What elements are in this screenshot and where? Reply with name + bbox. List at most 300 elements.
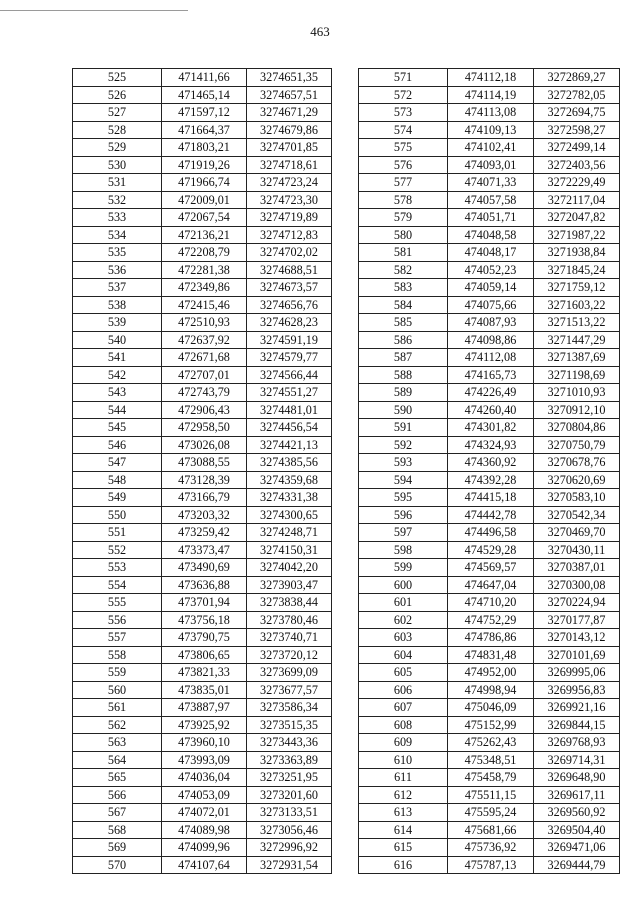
x-coordinate-cell: 472067,54 (162, 209, 247, 227)
point-number-cell: 613 (359, 804, 448, 822)
x-coordinate-cell: 472637,92 (162, 331, 247, 349)
table-row (73, 734, 332, 752)
point-number-cell: 594 (359, 471, 448, 489)
table-row (73, 419, 332, 437)
x-coordinate-cell: 472671,68 (162, 349, 247, 367)
y-coordinate-cell: 3270177,87 (534, 611, 620, 629)
table-row (359, 734, 620, 752)
table-row (359, 174, 620, 192)
table-row (73, 121, 332, 139)
x-coordinate-cell: 475152,99 (448, 716, 534, 734)
x-coordinate-cell: 474831,48 (448, 646, 534, 664)
table-row (73, 331, 332, 349)
point-number-cell: 610 (359, 751, 448, 769)
table-row (73, 804, 332, 822)
point-number-cell: 527 (73, 104, 162, 122)
point-number-cell: 579 (359, 209, 448, 227)
point-number-cell: 536 (73, 261, 162, 279)
y-coordinate-cell: 3274718,61 (247, 156, 332, 174)
x-coordinate-cell: 474052,23 (448, 261, 534, 279)
y-coordinate-cell: 3273363,89 (247, 751, 332, 769)
y-coordinate-cell: 3274150,31 (247, 541, 332, 559)
table-row (73, 349, 332, 367)
point-number-cell: 599 (359, 559, 448, 577)
point-number-cell: 531 (73, 174, 162, 192)
y-coordinate-cell: 3274719,89 (247, 209, 332, 227)
point-number-cell: 580 (359, 226, 448, 244)
x-coordinate-cell: 474324,93 (448, 436, 534, 454)
x-coordinate-cell: 474098,86 (448, 331, 534, 349)
x-coordinate-cell: 475458,79 (448, 769, 534, 787)
x-coordinate-cell: 473203,32 (162, 506, 247, 524)
point-number-cell: 603 (359, 629, 448, 647)
table-row (359, 489, 620, 507)
point-number-cell: 586 (359, 331, 448, 349)
y-coordinate-cell: 3269617,11 (534, 786, 620, 804)
table-row (73, 856, 332, 874)
table-row (359, 349, 620, 367)
y-coordinate-cell: 3270143,12 (534, 629, 620, 647)
table-row (73, 86, 332, 104)
x-coordinate-cell: 473806,65 (162, 646, 247, 664)
point-number-cell: 612 (359, 786, 448, 804)
point-number-cell: 609 (359, 734, 448, 752)
x-coordinate-cell: 474226,49 (448, 384, 534, 402)
table-row (359, 769, 620, 787)
point-number-cell: 560 (73, 681, 162, 699)
table-row (359, 751, 620, 769)
y-coordinate-cell: 3274651,35 (247, 69, 332, 87)
y-coordinate-cell: 3269560,92 (534, 804, 620, 822)
point-number-cell: 595 (359, 489, 448, 507)
y-coordinate-cell: 3274331,38 (247, 489, 332, 507)
y-coordinate-cell: 3272229,49 (534, 174, 620, 192)
point-number-cell: 541 (73, 349, 162, 367)
x-coordinate-cell: 474360,92 (448, 454, 534, 472)
page-number: 463 (310, 24, 330, 39)
y-coordinate-cell: 3273443,36 (247, 734, 332, 752)
y-coordinate-cell: 3269444,79 (534, 856, 620, 874)
point-number-cell: 592 (359, 436, 448, 454)
point-number-cell: 549 (73, 489, 162, 507)
header-rule (0, 10, 188, 11)
point-number-cell: 605 (359, 664, 448, 682)
y-coordinate-cell: 3273251,95 (247, 769, 332, 787)
x-coordinate-cell: 473756,18 (162, 611, 247, 629)
table-row (359, 681, 620, 699)
table-row (359, 821, 620, 839)
x-coordinate-cell: 474647,04 (448, 576, 534, 594)
table-row (73, 384, 332, 402)
table-row (73, 751, 332, 769)
x-coordinate-cell: 475787,13 (448, 856, 534, 874)
table-row (73, 366, 332, 384)
point-number-cell: 597 (359, 524, 448, 542)
point-number-cell: 528 (73, 121, 162, 139)
point-number-cell: 550 (73, 506, 162, 524)
point-number-cell: 582 (359, 261, 448, 279)
point-number-cell: 585 (359, 314, 448, 332)
table-row (73, 769, 332, 787)
x-coordinate-cell: 474051,71 (448, 209, 534, 227)
x-coordinate-cell: 475595,24 (448, 804, 534, 822)
y-coordinate-cell: 3274723,24 (247, 174, 332, 192)
table-row (359, 629, 620, 647)
point-number-cell: 566 (73, 786, 162, 804)
table-row (359, 559, 620, 577)
x-coordinate-cell: 472906,43 (162, 401, 247, 419)
table-row (73, 664, 332, 682)
y-coordinate-cell: 3270469,70 (534, 524, 620, 542)
point-number-cell: 526 (73, 86, 162, 104)
point-number-cell: 552 (73, 541, 162, 559)
table-row (73, 786, 332, 804)
x-coordinate-cell: 472510,93 (162, 314, 247, 332)
table-row (73, 629, 332, 647)
x-coordinate-cell: 472743,79 (162, 384, 247, 402)
x-coordinate-cell: 474112,18 (448, 69, 534, 87)
table-row (359, 209, 620, 227)
x-coordinate-cell: 471465,14 (162, 86, 247, 104)
table-row (359, 296, 620, 314)
table-row (359, 139, 620, 157)
table-row (359, 419, 620, 437)
x-coordinate-cell: 474059,14 (448, 279, 534, 297)
point-number-cell: 525 (73, 69, 162, 87)
y-coordinate-cell: 3270300,08 (534, 576, 620, 594)
x-coordinate-cell: 474087,93 (448, 314, 534, 332)
table-row (359, 86, 620, 104)
y-coordinate-cell: 3270678,76 (534, 454, 620, 472)
table-row (73, 296, 332, 314)
y-coordinate-cell: 3269956,83 (534, 681, 620, 699)
y-coordinate-cell: 3274359,68 (247, 471, 332, 489)
x-coordinate-cell: 472415,46 (162, 296, 247, 314)
y-coordinate-cell: 3269995,06 (534, 664, 620, 682)
point-number-cell: 543 (73, 384, 162, 402)
y-coordinate-cell: 3274701,85 (247, 139, 332, 157)
x-coordinate-cell: 472707,01 (162, 366, 247, 384)
table-row (359, 436, 620, 454)
x-coordinate-cell: 475262,43 (448, 734, 534, 752)
table-row (359, 156, 620, 174)
y-coordinate-cell: 3274723,30 (247, 191, 332, 209)
point-number-cell: 539 (73, 314, 162, 332)
table-row (359, 471, 620, 489)
y-coordinate-cell: 3270804,86 (534, 419, 620, 437)
table-row (359, 804, 620, 822)
x-coordinate-cell: 474952,00 (448, 664, 534, 682)
y-coordinate-cell: 3272931,54 (247, 856, 332, 874)
table-row (73, 821, 332, 839)
table-row (359, 856, 620, 874)
point-number-cell: 577 (359, 174, 448, 192)
y-coordinate-cell: 3271938,84 (534, 244, 620, 262)
point-number-cell: 590 (359, 401, 448, 419)
x-coordinate-cell: 474752,29 (448, 611, 534, 629)
y-coordinate-cell: 3273515,35 (247, 716, 332, 734)
x-coordinate-cell: 473026,08 (162, 436, 247, 454)
y-coordinate-cell: 3273903,47 (247, 576, 332, 594)
table-row (73, 244, 332, 262)
x-coordinate-cell: 473636,88 (162, 576, 247, 594)
point-number-cell: 615 (359, 839, 448, 857)
point-number-cell: 574 (359, 121, 448, 139)
x-coordinate-cell: 474442,78 (448, 506, 534, 524)
x-coordinate-cell: 473166,79 (162, 489, 247, 507)
x-coordinate-cell: 472349,86 (162, 279, 247, 297)
point-number-cell: 600 (359, 576, 448, 594)
x-coordinate-cell: 474048,17 (448, 244, 534, 262)
point-number-cell: 538 (73, 296, 162, 314)
x-coordinate-cell: 472281,38 (162, 261, 247, 279)
x-coordinate-cell: 474053,09 (162, 786, 247, 804)
table-row (73, 681, 332, 699)
point-number-cell: 578 (359, 191, 448, 209)
y-coordinate-cell: 3274712,83 (247, 226, 332, 244)
table-row (73, 401, 332, 419)
point-number-cell: 593 (359, 454, 448, 472)
table-row (73, 699, 332, 717)
point-number-cell: 542 (73, 366, 162, 384)
y-coordinate-cell: 3271759,12 (534, 279, 620, 297)
y-coordinate-cell: 3271447,29 (534, 331, 620, 349)
point-number-cell: 554 (73, 576, 162, 594)
y-coordinate-cell: 3273780,46 (247, 611, 332, 629)
y-coordinate-cell: 3269648,90 (534, 769, 620, 787)
x-coordinate-cell: 474165,73 (448, 366, 534, 384)
table-row (359, 279, 620, 297)
x-coordinate-cell: 474093,01 (448, 156, 534, 174)
y-coordinate-cell: 3271198,69 (534, 366, 620, 384)
x-coordinate-cell: 471664,37 (162, 121, 247, 139)
table-row (359, 646, 620, 664)
table-row (359, 454, 620, 472)
table-row (73, 646, 332, 664)
point-number-cell: 570 (73, 856, 162, 874)
x-coordinate-cell: 474112,08 (448, 349, 534, 367)
x-coordinate-cell: 474114,19 (448, 86, 534, 104)
point-number-cell: 584 (359, 296, 448, 314)
point-number-cell: 604 (359, 646, 448, 664)
table-row (73, 279, 332, 297)
x-coordinate-cell: 474109,13 (448, 121, 534, 139)
x-coordinate-cell: 474786,86 (448, 629, 534, 647)
x-coordinate-cell: 474529,28 (448, 541, 534, 559)
x-coordinate-cell: 474099,96 (162, 839, 247, 857)
table-row (73, 506, 332, 524)
table-row (73, 454, 332, 472)
y-coordinate-cell: 3274248,71 (247, 524, 332, 542)
x-coordinate-cell: 474072,01 (162, 804, 247, 822)
x-coordinate-cell: 472958,50 (162, 419, 247, 437)
table-row (359, 576, 620, 594)
table-row (73, 191, 332, 209)
point-number-cell: 551 (73, 524, 162, 542)
point-number-cell: 596 (359, 506, 448, 524)
y-coordinate-cell: 3271010,93 (534, 384, 620, 402)
table-row (73, 839, 332, 857)
table-row (359, 261, 620, 279)
point-number-cell: 555 (73, 594, 162, 612)
y-coordinate-cell: 3271387,69 (534, 349, 620, 367)
y-coordinate-cell: 3272598,27 (534, 121, 620, 139)
x-coordinate-cell: 475681,66 (448, 821, 534, 839)
x-coordinate-cell: 475348,51 (448, 751, 534, 769)
table-row (73, 559, 332, 577)
y-coordinate-cell: 3274551,27 (247, 384, 332, 402)
point-number-cell: 535 (73, 244, 162, 262)
point-number-cell: 562 (73, 716, 162, 734)
point-number-cell: 546 (73, 436, 162, 454)
point-number-cell: 581 (359, 244, 448, 262)
y-coordinate-cell: 3272782,05 (534, 86, 620, 104)
point-number-cell: 591 (359, 419, 448, 437)
y-coordinate-cell: 3273699,09 (247, 664, 332, 682)
x-coordinate-cell: 474260,40 (448, 401, 534, 419)
table-row (359, 244, 620, 262)
y-coordinate-cell: 3270620,69 (534, 471, 620, 489)
y-coordinate-cell: 3270101,69 (534, 646, 620, 664)
table-row (359, 401, 620, 419)
point-number-cell: 608 (359, 716, 448, 734)
x-coordinate-cell: 473790,75 (162, 629, 247, 647)
point-number-cell: 553 (73, 559, 162, 577)
x-coordinate-cell: 474036,04 (162, 769, 247, 787)
y-coordinate-cell: 3273677,57 (247, 681, 332, 699)
x-coordinate-cell: 474071,33 (448, 174, 534, 192)
x-coordinate-cell: 472136,21 (162, 226, 247, 244)
point-number-cell: 564 (73, 751, 162, 769)
x-coordinate-cell: 473960,10 (162, 734, 247, 752)
y-coordinate-cell: 3274628,23 (247, 314, 332, 332)
y-coordinate-cell: 3271603,22 (534, 296, 620, 314)
table-row (73, 436, 332, 454)
table-row (73, 541, 332, 559)
coordinates-table-left (72, 68, 332, 874)
point-number-cell: 601 (359, 594, 448, 612)
y-coordinate-cell: 3273056,46 (247, 821, 332, 839)
y-coordinate-cell: 3269471,06 (534, 839, 620, 857)
table-row (359, 786, 620, 804)
y-coordinate-cell: 3270224,94 (534, 594, 620, 612)
point-number-cell: 534 (73, 226, 162, 244)
y-coordinate-cell: 3274481,01 (247, 401, 332, 419)
table-row (359, 384, 620, 402)
y-coordinate-cell: 3270583,10 (534, 489, 620, 507)
y-coordinate-cell: 3269714,31 (534, 751, 620, 769)
x-coordinate-cell: 474496,58 (448, 524, 534, 542)
x-coordinate-cell: 474089,98 (162, 821, 247, 839)
table-row (359, 699, 620, 717)
point-number-cell: 559 (73, 664, 162, 682)
point-number-cell: 533 (73, 209, 162, 227)
y-coordinate-cell: 3274385,56 (247, 454, 332, 472)
point-number-cell: 589 (359, 384, 448, 402)
y-coordinate-cell: 3274702,02 (247, 244, 332, 262)
table-row (73, 489, 332, 507)
point-number-cell: 547 (73, 454, 162, 472)
x-coordinate-cell: 473701,94 (162, 594, 247, 612)
x-coordinate-cell: 474057,58 (448, 191, 534, 209)
y-coordinate-cell: 3272117,04 (534, 191, 620, 209)
point-number-cell: 583 (359, 279, 448, 297)
point-number-cell: 568 (73, 821, 162, 839)
point-number-cell: 558 (73, 646, 162, 664)
x-coordinate-cell: 473925,92 (162, 716, 247, 734)
point-number-cell: 602 (359, 611, 448, 629)
point-number-cell: 530 (73, 156, 162, 174)
y-coordinate-cell: 3273720,12 (247, 646, 332, 664)
y-coordinate-cell: 3274656,76 (247, 296, 332, 314)
coordinates-table-right (358, 68, 620, 874)
y-coordinate-cell: 3270750,79 (534, 436, 620, 454)
y-coordinate-cell: 3270912,10 (534, 401, 620, 419)
x-coordinate-cell: 472009,01 (162, 191, 247, 209)
x-coordinate-cell: 471966,74 (162, 174, 247, 192)
table-row (359, 611, 620, 629)
table-row (359, 69, 620, 87)
table-row (73, 576, 332, 594)
point-number-cell: 540 (73, 331, 162, 349)
point-number-cell: 573 (359, 104, 448, 122)
y-coordinate-cell: 3272403,56 (534, 156, 620, 174)
table-row (73, 156, 332, 174)
table-row (359, 314, 620, 332)
table-row (359, 664, 620, 682)
y-coordinate-cell: 3271513,22 (534, 314, 620, 332)
y-coordinate-cell: 3270542,34 (534, 506, 620, 524)
table-row (359, 839, 620, 857)
point-number-cell: 616 (359, 856, 448, 874)
x-coordinate-cell: 473128,39 (162, 471, 247, 489)
table-row (73, 261, 332, 279)
y-coordinate-cell: 3274591,19 (247, 331, 332, 349)
point-number-cell: 575 (359, 139, 448, 157)
point-number-cell: 588 (359, 366, 448, 384)
y-coordinate-cell: 3272996,92 (247, 839, 332, 857)
table-row (359, 541, 620, 559)
y-coordinate-cell: 3273586,34 (247, 699, 332, 717)
x-coordinate-cell: 471803,21 (162, 139, 247, 157)
table-row (73, 104, 332, 122)
table-row (359, 121, 620, 139)
point-number-cell: 587 (359, 349, 448, 367)
x-coordinate-cell: 473993,09 (162, 751, 247, 769)
y-coordinate-cell: 3269768,93 (534, 734, 620, 752)
point-number-cell: 611 (359, 769, 448, 787)
y-coordinate-cell: 3274579,77 (247, 349, 332, 367)
y-coordinate-cell: 3273740,71 (247, 629, 332, 647)
table-row (73, 594, 332, 612)
y-coordinate-cell: 3270430,11 (534, 541, 620, 559)
point-number-cell: 556 (73, 611, 162, 629)
x-coordinate-cell: 474415,18 (448, 489, 534, 507)
x-coordinate-cell: 472208,79 (162, 244, 247, 262)
y-coordinate-cell: 3273133,51 (247, 804, 332, 822)
point-number-cell: 598 (359, 541, 448, 559)
table-row (73, 226, 332, 244)
x-coordinate-cell: 473490,69 (162, 559, 247, 577)
point-number-cell: 563 (73, 734, 162, 752)
x-coordinate-cell: 474113,08 (448, 104, 534, 122)
table-row (73, 611, 332, 629)
table-row (359, 506, 620, 524)
point-number-cell: 571 (359, 69, 448, 87)
x-coordinate-cell: 474301,82 (448, 419, 534, 437)
x-coordinate-cell: 471411,66 (162, 69, 247, 87)
point-number-cell: 606 (359, 681, 448, 699)
